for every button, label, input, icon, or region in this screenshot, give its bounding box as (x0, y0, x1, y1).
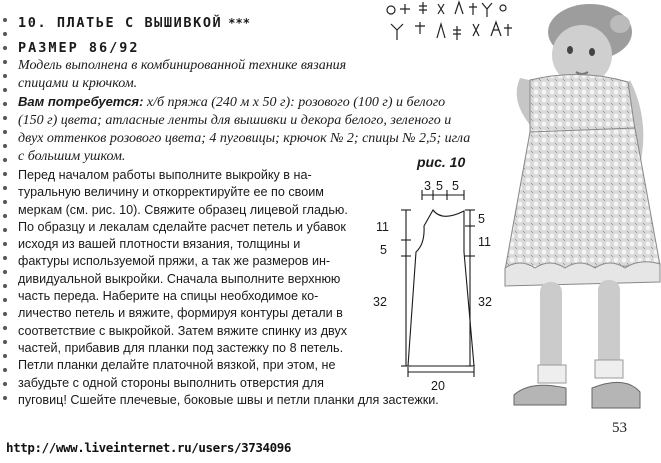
girl-in-crochet-dress-photo (500, 0, 661, 430)
materials-text: х/б пряжа (240 м х 50 г): розового (100 г) и белого (143, 95, 446, 110)
materials-heading: Вам потребуется: (18, 94, 144, 109)
body-line: часть переда. Наберите на спицы необходимое ко- (18, 289, 319, 304)
body-line: По образцу и лекалам сделайте расчет петель и убавок (18, 219, 346, 234)
body-line: меркам (см. рис. 10). Свяжите образец лицевой гладью. (18, 202, 348, 217)
body-line: пуговиц! Сшейте плечевые, боковые швы и петли планки для застежки. (18, 392, 439, 407)
materials-line: с большим ушком. (18, 149, 126, 164)
difficulty-stars: *** (228, 16, 250, 30)
body-line: исходя из вашей плотности вязания, толщины и (18, 237, 301, 252)
size-heading: РАЗМЕР 86/92 (18, 40, 140, 56)
intro-block (18, 57, 498, 166)
dim-top-1: 3 (424, 179, 431, 193)
body-line: личество петель и вяжите, формируя контуры детали в (18, 306, 343, 321)
dim-left-mid: 5 (380, 243, 387, 257)
pattern-outline (408, 210, 474, 366)
dress-pattern-schematic (370, 176, 502, 396)
body-line: соответствие с выкройкой. Затем вяжите спинку из двух (18, 323, 348, 338)
dim-bottom: 20 (431, 379, 445, 393)
dim-top-3: 5 (452, 179, 459, 193)
dim-right-upper: 5 (478, 212, 485, 226)
body-line: частей, прибавив для планки под застежку по 8 петель. (18, 340, 344, 355)
dim-left-lower: 32 (373, 295, 387, 309)
body-line: фактуры используемой пряжи, а так же размеров ин- (18, 254, 331, 269)
dim-top-2: 5 (436, 179, 443, 193)
body-line: туральную величину и откорректируйте ее по своим (18, 185, 324, 200)
body-line: Перед началом работы выполните выкройку в на- (18, 168, 312, 182)
intro-line: спицами и крючком. (18, 76, 138, 91)
materials-line (18, 93, 498, 112)
dim-right-mid: 11 (478, 235, 491, 249)
page-number: 53 (612, 420, 627, 436)
figure-label: рис. 10 (417, 154, 466, 170)
source-url: http://www.liveinternet.ru/users/3734096 (6, 440, 292, 455)
materials-line: (150 г) цвета; атласные ленты для вышивки и декора белого, зеленого и (18, 113, 452, 128)
title-text: 10. ПЛАТЬЕ С ВЫШИВКОЙ (18, 15, 223, 31)
page-margin-dots (2, 18, 10, 418)
intro-line: Модель выполнена в комбинированной технике вязания (18, 58, 347, 73)
dim-left-upper: 11 (376, 220, 389, 234)
dim-right-lower: 32 (478, 295, 492, 309)
body-line: Петли планки делайте платочной вязкой, при этом, не (18, 358, 336, 373)
crochet-chart-symbols-icon (383, 0, 518, 45)
body-line: забудьте с одной стороны выполнить отверстия для (18, 375, 324, 390)
body-line: дивидуальной выкройки. Сначала выполните верхнюю (18, 271, 341, 286)
pattern-title (18, 15, 250, 31)
materials-line: двух оттенков розового цвета; 4 пуговицы; крючок № 2; спицы № 2,5; игла (18, 131, 471, 146)
